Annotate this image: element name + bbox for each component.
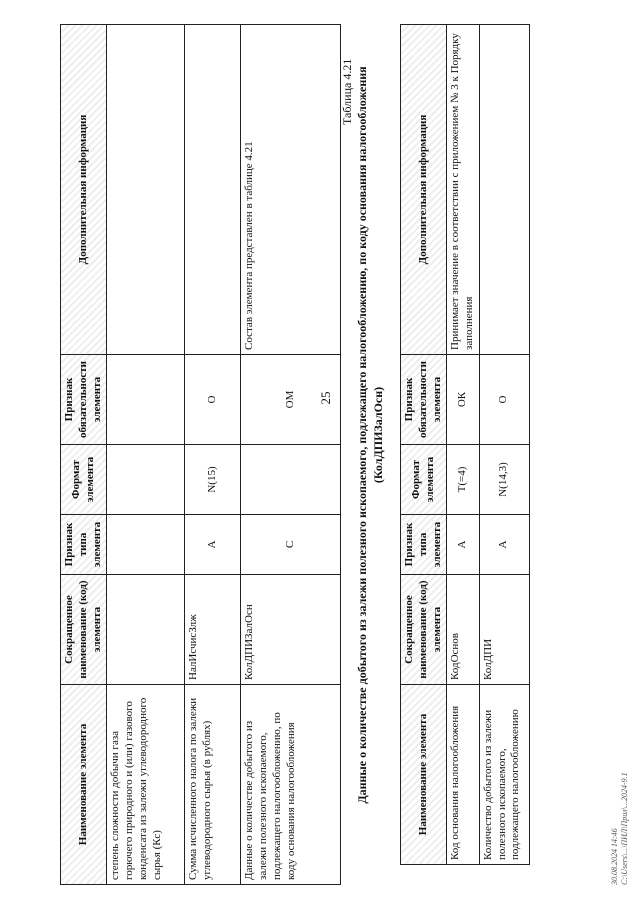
- cell-format: Т(=4): [447, 445, 480, 515]
- col-header-code: Сокращенное наименование (код) элемента: [61, 575, 107, 685]
- footer-path: C:\Users\...\ПИЛ\Прил\...2024-9.1: [619, 772, 629, 885]
- col-header-type: Признак типа элемента: [401, 515, 447, 575]
- cell-code: НалИсчисЗлж: [185, 575, 241, 685]
- table-title: Данные о количестве добытого из залежи полезного ископаемого, подлежащего налогообложению, по коду основания налогообложения (КолДПИЗалОсн): [355, 66, 385, 804]
- cell-format: N(14,3): [479, 445, 529, 515]
- cell-info: [479, 25, 529, 355]
- cell-info: Состав элемента представлен в таблице 4.21: [241, 25, 341, 355]
- page-number: 25: [318, 391, 333, 405]
- table-row: [479, 25, 529, 865]
- cell-code: КолДПИЗалОсн: [241, 575, 341, 685]
- table-header-row: [61, 25, 107, 885]
- footer-stamp: [610, 772, 629, 885]
- cell-info: Принимает значение в соответствии с приложением № 3 к Порядку заполнения: [447, 25, 480, 355]
- cell-type: А: [479, 515, 529, 575]
- cell-type: А: [185, 515, 241, 575]
- cell-name: Сумма исчисленного налога по залежи углеводородного сырья (в рублях): [185, 685, 241, 885]
- table-header-row: [401, 25, 447, 865]
- cell-code: КодОснов: [447, 575, 480, 685]
- cell-required: О: [185, 355, 241, 445]
- col-header-format: Формат элемента: [401, 445, 447, 515]
- cell-format: N(15): [185, 445, 241, 515]
- col-header-name: Наименование элемента: [401, 685, 447, 865]
- col-header-type: Признак типа элемента: [61, 515, 107, 575]
- cell-name: Данные о количестве добытого из залежи полезного ископаемого, подлежащего налогообложению, по коду основания налогообложения: [241, 685, 341, 885]
- table-row: [447, 25, 480, 865]
- table-row: [107, 25, 185, 885]
- col-header-name: Наименование элемента: [61, 685, 107, 885]
- col-header-format: Формат элемента: [61, 445, 107, 515]
- footer-date: 30.08.2024 14:46: [610, 828, 619, 885]
- table-label: Таблица 4.21: [340, 58, 354, 125]
- cell-code: КолДПИ: [479, 575, 529, 685]
- cell-format: [241, 445, 341, 515]
- cell-required: [107, 355, 185, 445]
- cell-required: ОК: [447, 355, 480, 445]
- cell-type: А: [447, 515, 480, 575]
- cell-info: [107, 25, 185, 355]
- cell-type: С: [241, 515, 341, 575]
- cell-name: Количество добытого из залежи полезного ископаемого, подлежащего налогообложению: [479, 685, 529, 865]
- table-row: [241, 25, 341, 885]
- table-continuation: [60, 24, 341, 885]
- cell-required: О: [479, 355, 529, 445]
- table-row: [185, 25, 241, 885]
- col-header-code: Сокращенное наименование (код) элемента: [401, 575, 447, 685]
- cell-required: ОМ: [241, 355, 341, 445]
- cell-name: Код основания налогообложения: [447, 685, 480, 865]
- col-header-required: Признак обязательности элемента: [61, 355, 107, 445]
- cell-format: [107, 445, 185, 515]
- col-header-info: Дополнительная информация: [61, 25, 107, 355]
- col-header-info: Дополнительная информация: [401, 25, 447, 355]
- cell-code: [107, 575, 185, 685]
- table-4-21: [400, 24, 530, 865]
- cell-type: [107, 515, 185, 575]
- cell-info: [185, 25, 241, 355]
- col-header-required: Признак обязательности элемента: [401, 355, 447, 445]
- cell-name: степень сложности добычи газа горючего природного и (или) газового конденсата из залежи углеводородного сырья (Кс): [107, 685, 185, 885]
